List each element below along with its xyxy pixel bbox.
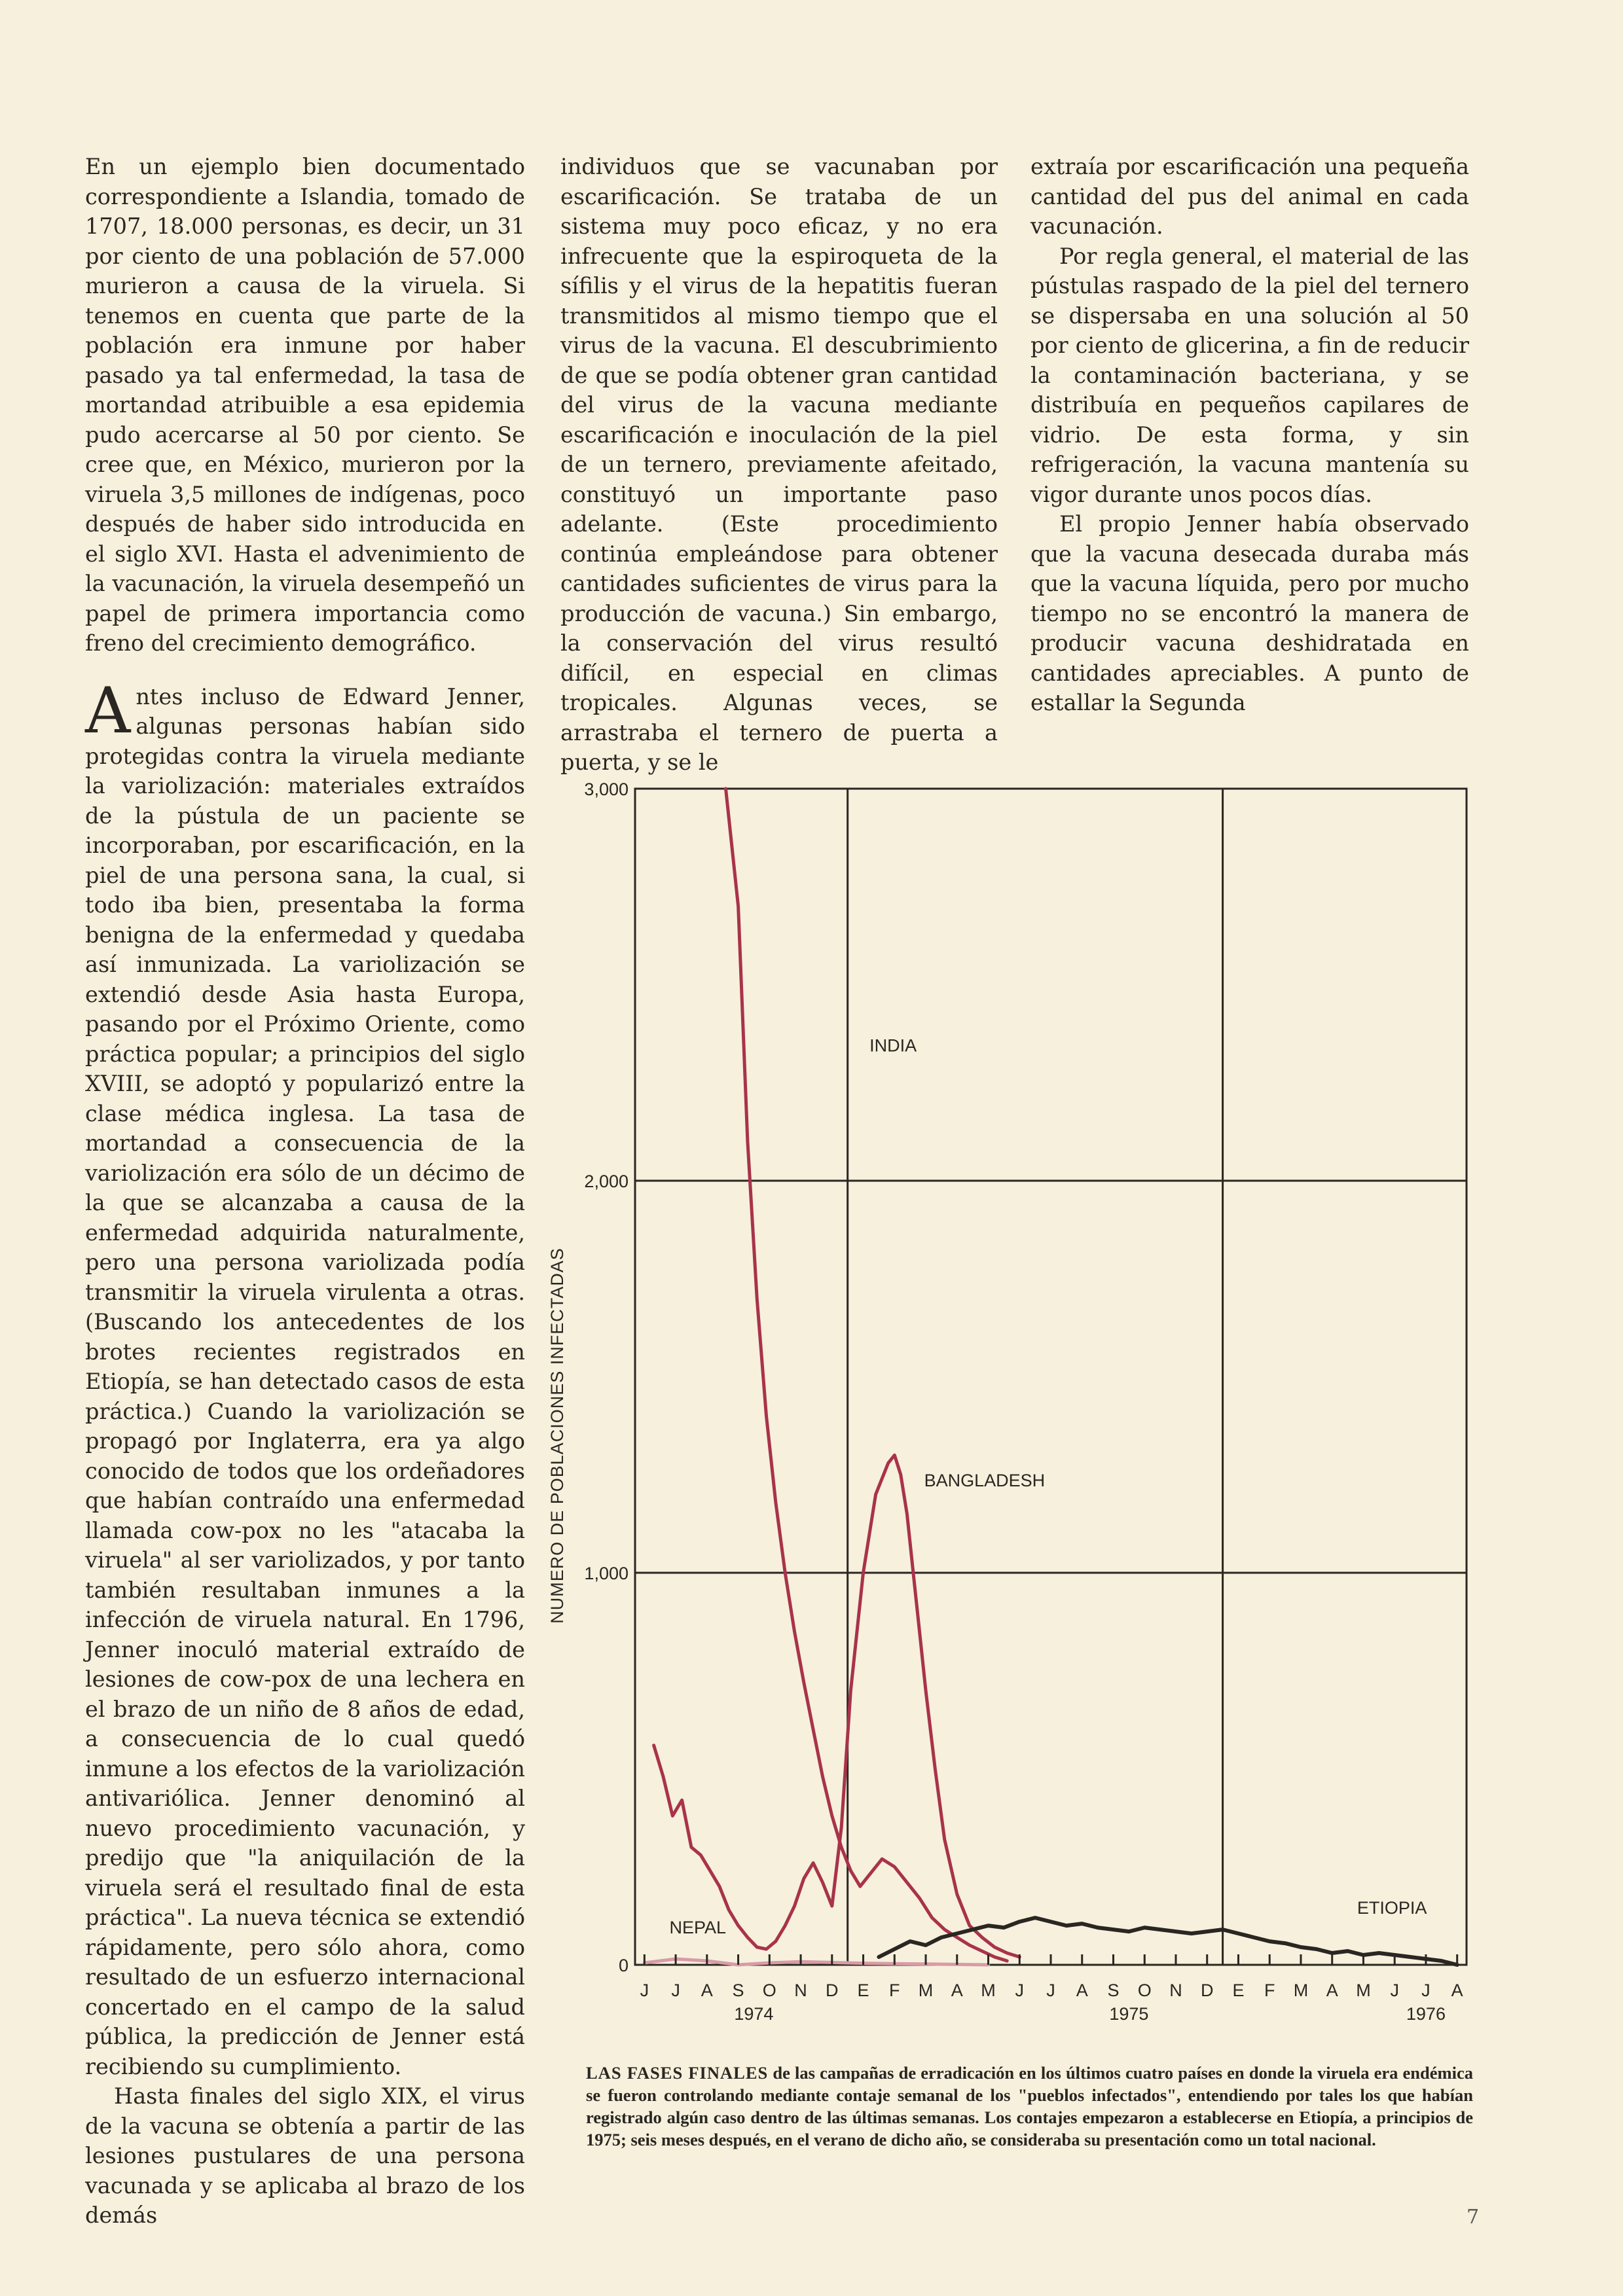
paragraph-dried-vaccine: El propio Jenner había observado que la vacuna desecada duraba más que la vacuna líquida, pero por mucho tiempo no se encontró la manera de producir vacuna deshidratada en cantidades apreciables. A punto de estallar la Segunda — [1030, 511, 1469, 715]
x-month-label: N — [1169, 1981, 1182, 2000]
paragraph-calf-pus: extraía por escarificación una pequeña cantidad del pus del animal en cada vacunación. — [1030, 154, 1469, 239]
y-tick-label: 2,000 — [584, 1172, 629, 1191]
series-line-india — [726, 789, 1008, 1961]
x-month-label: M — [981, 1981, 996, 2000]
figure-caption — [586, 2062, 1473, 2151]
x-month-label: F — [889, 1981, 900, 2000]
y-tick-label: 0 — [618, 1956, 629, 1975]
x-month-label: D — [826, 1981, 839, 2000]
y-axis-label: NUMERO DE POBLACIONES INFECTADAS — [547, 1247, 567, 1624]
chart-axes — [547, 780, 1463, 2024]
x-month-label: A — [1076, 1981, 1088, 2000]
chart-grid — [635, 789, 1467, 1965]
x-month-label: M — [918, 1981, 934, 2000]
series-label-nepal: NEPAL — [669, 1918, 727, 1938]
smallpox-chart — [543, 772, 1473, 2049]
x-month-label: J — [640, 1981, 649, 2000]
x-month-label: S — [1107, 1981, 1120, 2000]
article-column-1 — [85, 152, 525, 2231]
series-label-india: INDIA — [869, 1035, 917, 1056]
x-month-label: E — [857, 1981, 869, 2000]
x-month-label: O — [1137, 1981, 1152, 2000]
x-month-label: O — [762, 1981, 776, 2000]
x-month-label: A — [1451, 1981, 1463, 2000]
x-year-label: 1974 — [734, 2004, 774, 2024]
y-tick-label: 1,000 — [584, 1564, 629, 1583]
paragraph-iceland: En un ejemplo bien documentado correspondiente a Islandia, tomado de 1707, 18.000 personas, es decir, un 31 por ciento de una población de 57.000 murieron a causa de la viruela. Si tenemos en cuenta que parte de la población era inmune por haber pasado ya tal enfermedad, la tasa de mortandad atribuible a esa epidemia pudo acercarse al 50 por ciento. Se cree que, en México, murieron por la viruela 3,5 millones de indígenas, poco después de haber sido introducida en el siglo XVI. Hasta el advenimiento de la vacunación, la viruela desempeñó un papel de primera importancia como freno del crecimiento demográfico. — [85, 154, 525, 656]
x-month-label: E — [1232, 1981, 1245, 2000]
article-column-2 — [560, 152, 998, 778]
chart-series — [644, 789, 1457, 1965]
x-month-label: J — [1046, 1981, 1055, 2000]
paragraph-vaccine-origin: Hasta finales del siglo XIX, el virus de la vacuna se obtenía a partir de las lesiones pustulares de una persona vacunada y se aplicaba al brazo de los demás — [85, 2083, 525, 2228]
x-month-label: J — [671, 1981, 680, 2000]
series-label-bangladesh: BANGLADESH — [924, 1471, 1046, 1491]
paragraph-glycerin: Por regla general, el material de las pústulas raspado de la piel del ternero se dispersaba en una solución al 50 por ciento de glicerina, a fin de reducir la contaminación bacteriana, y se distribuía en pequeños capilares de vidrio. De esta forma, y sin refrigeración, la vacuna mantenía su vigor durante unos pocos días. — [1030, 243, 1469, 507]
x-month-label: S — [732, 1981, 744, 2000]
plot-frame — [635, 789, 1467, 1965]
page-number: 7 — [1467, 2206, 1480, 2229]
x-month-label: J — [1390, 1981, 1399, 2000]
x-month-label: A — [701, 1981, 713, 2000]
x-month-label: J — [1421, 1981, 1431, 2000]
article-column-3 — [1030, 152, 1469, 718]
chart-labels — [670, 1035, 1427, 1937]
x-month-label: F — [1264, 1981, 1275, 2000]
series-label-etiopia: ETIOPIA — [1357, 1898, 1427, 1918]
x-month-label: A — [1326, 1981, 1338, 2000]
paragraph-variolization-text: ntes incluso de Edward Jenner, algunas personas habían sido protegidas contra la viruela mediante la variolización: materiales extraídos de la pústula de un paciente se incorporaban, por escarificación, en la piel de una persona sana, la cual, si todo iba bien, presentaba la forma benigna de la enfermedad y quedaba así inmunizada. La variolización se extendió desde Asia hasta Europa, pasando por el Próximo Oriente, como práctica popular; a principios del siglo XVIII, se adoptó y popularizó entre la clase médica inglesa. La tasa de mortandad a consecuencia de la variolización era sólo de un décimo de la que se alcanzaba a causa de la enfermedad adquirida naturalmente, pero una persona variolizada podía transmitir la viruela virulenta a otras. (Buscando los antecedentes de los brotes recientes registrados en Etiopía, se han detectado casos de esta práctica.) Cuando la variolización se propagó por Inglaterra, era ya algo conocido de todos que los ordeñadores que habían contraído una enfermedad llamada cow-pox no les "atacaba la viruela" al ser variolizados, y por tanto también resultaban inmunes a la infección de viruela natural. En 1796, Jenner inoculó material extraído de lesiones de cow-pox de una lechera en el brazo de un niño de 8 años de edad, a consecuencia de lo cual quedó inmune a los efectos de la variolización antivariólica. Jenner denominó al nuevo procedimiento vacunación, y predijo que "la aniquilación de la viruela será el resultado final de esta práctica". La nueva técnica se extendió rápidamente, pero sólo ahora, como resultado de un esfuerzo internacional concertado en el campo de la salud pública, la predicción de Jenner está recibiendo su cumplimiento. — [85, 683, 525, 2079]
caption-text: de las campañas de erradicación en los últimos cuatro países en donde la viruela era endémica se fueron controlando mediante contaje semanal de los "pueblos infectados", entendiendo por tales los que habían registrado algún caso dentro de las últimas semanas. Los contajes empezaron a establecerse en Etiopía, a principios de 1975; seis meses después, en el verano de dicho año, se consideraba su presentación como un total nacional. — [586, 2063, 1473, 2149]
paragraph-scarification: individuos que se vacunaban por escarificación. Se trataba de un sistema muy poco eficaz, y no era infrecuente que la espiroqueta de la sífilis y el virus de la hepatitis fueran transmitidos al mismo tiempo que el virus de la vacuna. El descubrimiento de que se podía obtener gran cantidad del virus de la vacuna mediante escarificación e inoculación de la piel de un ternero, previamente afeitado, constituyó un importante paso adelante. (Este procedimiento continúa empleándose para obtener cantidades suficientes de virus para la producción de vacuna.) Sin embargo, la conservación del virus resultó difícil, en especial en climas tropicales. Algunas veces, se arrastraba el ternero de puerta a puerta, y se le — [560, 154, 998, 775]
series-line-bangladesh — [654, 1455, 1020, 1957]
drop-cap: A — [85, 673, 131, 747]
caption-lead: LAS FASES FINALES — [586, 2063, 769, 2083]
x-year-label: 1975 — [1109, 2004, 1149, 2024]
x-month-label: D — [1200, 1981, 1214, 2000]
y-tick-label: 3,000 — [584, 780, 629, 799]
x-month-label: M — [1356, 1981, 1371, 2000]
paragraph-variolization — [85, 673, 525, 2082]
x-month-label: J — [1015, 1981, 1025, 2000]
x-month-label: M — [1293, 1981, 1309, 2000]
x-year-label: 1976 — [1406, 2004, 1446, 2024]
x-month-label: N — [794, 1981, 807, 2000]
x-month-label: A — [951, 1981, 963, 2000]
